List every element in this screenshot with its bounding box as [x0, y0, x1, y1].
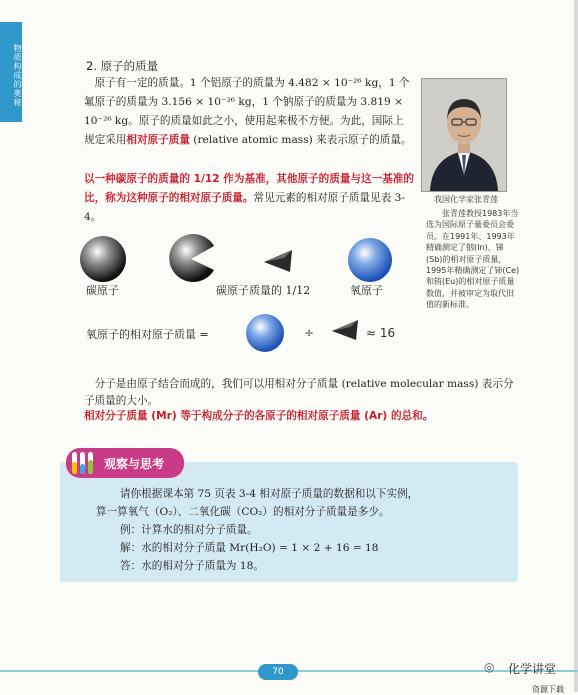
paragraph-atomic-mass	[84, 74, 414, 150]
test-tube-icon	[66, 448, 100, 478]
term-relative-atomic-mass: 相对原子质量	[126, 134, 190, 146]
box-line-5: 答：水的相对分子质量为 18。	[120, 560, 264, 572]
oxygen-atom-label: 氧原子	[350, 284, 383, 297]
definition-highlight: 以一种碳原子的质量的 1/12 作为基准，其他原子的质量与这一基准的比，称为这种原子的相对原子质量。	[84, 173, 414, 204]
box-line-4: 解：水的相对分子质量 Mr(H₂O) = 1 × 2 + 16 = 18	[120, 542, 379, 554]
corner-download-text: 资源下载	[532, 685, 564, 694]
divide-sign: ÷	[304, 326, 315, 340]
paragraph-definition	[84, 170, 414, 227]
wechat-icon: ◎	[484, 660, 495, 674]
approx-value: ≈ 16	[366, 326, 396, 340]
page-number: 70	[258, 664, 298, 680]
section-title: 2. 原子的质量	[86, 59, 159, 73]
oxygen-relative-mass-label: 氧原子的相对原子质量 =	[86, 328, 209, 341]
box-line-1: 请你根据课本第 75 页表 3-4 相对原子质量的数据和以下实例，	[120, 488, 419, 500]
paragraph-atomic-mass-tail: (relative atomic mass) 来表示原子的质量。	[189, 134, 412, 146]
molecular-mass-definition: 相对分子质量 (Mr) 等于构成分子的各原子的相对原子质量 (Ar) 的总和。	[84, 410, 434, 422]
equation-carbon-wedge	[330, 318, 360, 342]
portrait-caption: 我国化学家张青莲	[434, 195, 498, 204]
observe-think-title: 观察与思考	[104, 457, 165, 471]
paragraph-molecular-mass: 分子是由原子结合而成的，我们可以用相对分子质量 (relative molecular mass) 表示分子质量的大小。	[84, 378, 514, 407]
paragraph-atomic-mass-text: 原子有一定的质量。1 个铝原子的质量为 4.482 × 10⁻²⁶ kg，1 个氟原子的质量为 3.156 × 10⁻²⁶ kg，1 个钠原子的质量为 3.819 × 10⁻²⁶ kg。原子的质量如此之小，使用起来极不方便。为此，国际上规定采用	[84, 77, 410, 146]
portrait-illustration	[422, 79, 506, 191]
watermark-text: 化学讲堂	[508, 662, 557, 676]
carbon-atom-label: 碳原子	[86, 284, 119, 297]
side-chapter-tab: 物质构成的奥秘	[0, 22, 22, 122]
carbon-fraction-label: 碳原子质量的 1/12	[216, 284, 311, 297]
box-line-2: 算一算氧气（O₂）、二氧化碳（CO₂）的相对分子质量是多少。	[96, 506, 390, 518]
definition-tail: 常见元素的相对原子质量见表 3-4。	[84, 192, 405, 223]
oxygen-atom-sphere	[346, 236, 394, 284]
carbon-atom-sphere	[78, 234, 128, 284]
page-edge-shadow	[574, 0, 578, 692]
box-line-3: 例：计算水的相对分子质量。	[120, 524, 258, 536]
equation-oxygen-sphere	[244, 312, 286, 354]
carbon-twelfth-wedge	[262, 248, 294, 274]
scientist-bio: 张青莲教授1983年当选为国际原子量委员会委员。在1991年、1993年精确测定了铟(In)、锑(Sb)的相对原子质量，1995年精确测定了铈(Ce)和铕(Eu)的相对原子质量数值，并被审定为取代旧值的新标准。	[426, 209, 520, 310]
carbon-atom-cut-sphere	[164, 232, 218, 286]
portrait-photo	[421, 78, 507, 192]
